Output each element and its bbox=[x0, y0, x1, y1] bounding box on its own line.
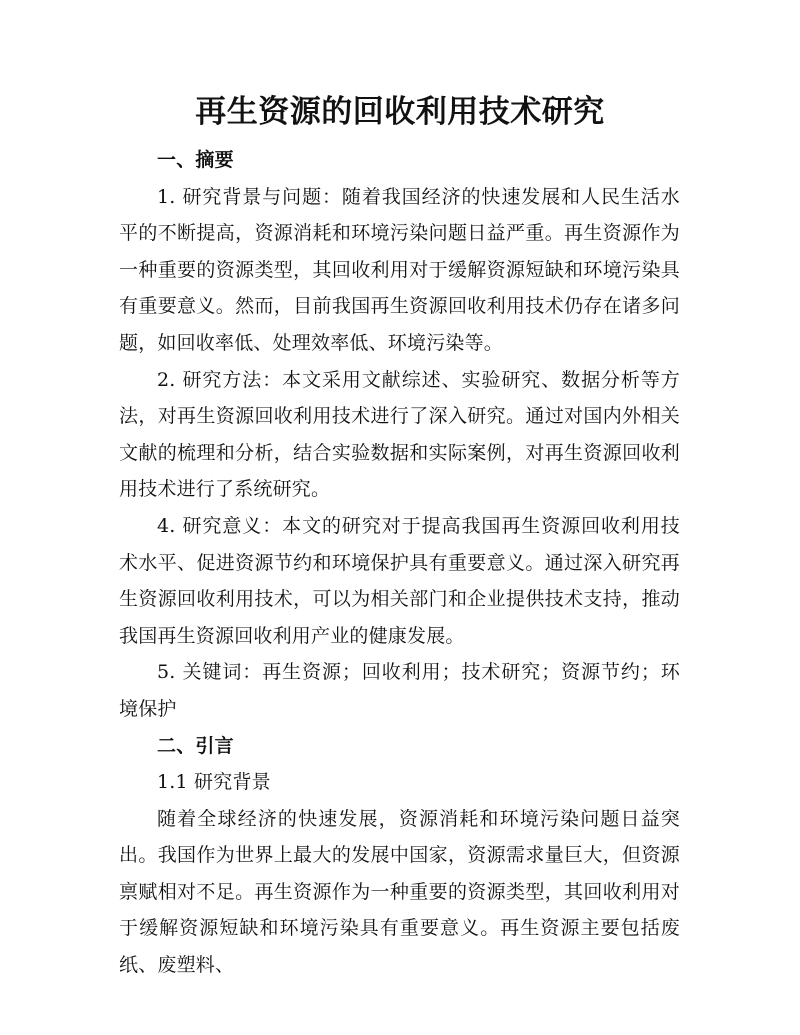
abstract-paragraph-keywords: 5. 关键词：再生资源；回收利用；技术研究；资源节约；环境保护 bbox=[119, 661, 680, 720]
document-title: 再生资源的回收利用技术研究 bbox=[195, 94, 605, 130]
abstract-paragraph-significance: 4. 研究意义：本文的研究对于提高我国再生资源回收利用技术水平、促进资源节约和环境保护具有重要意义。通过深入研究再生资源回收利用技术，可以为相关部门和企业提供技术支持，推动我国再生资源回收利用产业的健康发展。 bbox=[119, 514, 680, 647]
introduction-paragraph: 随着全球经济的快速发展，资源消耗和环境污染问题日益突出。我国作为世界上最大的发展中国家，资源需求量巨大，但资源禀赋相对不足。再生资源作为一种重要的资源类型，其回收利用对于缓解资源短缺和环境污染具有重要意义。再生资源主要包括废纸、废塑料、 bbox=[119, 807, 680, 977]
document-body bbox=[119, 142, 680, 984]
section-heading-introduction: 二、引言 bbox=[157, 734, 234, 757]
subsection-heading-background: 1.1 研究背景 bbox=[157, 771, 271, 794]
abstract-paragraph-background: 1. 研究背景与问题：随着我国经济的快速发展和人民生活水平的不断提高，资源消耗和环境污染问题日益严重。再生资源作为一种重要的资源类型，其回收利用对于缓解资源短缺和环境污染具有重要意义。然而，目前我国再生资源回收利用技术仍存在诸多问题，如回收率低、处理效率低、环境污染等。 bbox=[119, 185, 680, 354]
abstract-paragraph-methods: 2. 研究方法：本文采用文献综述、实验研究、数据分析等方法，对再生资源回收利用技术进行了深入研究。通过对国内外相关文献的梳理和分析，结合实验数据和实际案例，对再生资源回收利用技术进行了系统研究。 bbox=[119, 368, 680, 501]
section-heading-abstract: 一、摘要 bbox=[157, 149, 234, 171]
